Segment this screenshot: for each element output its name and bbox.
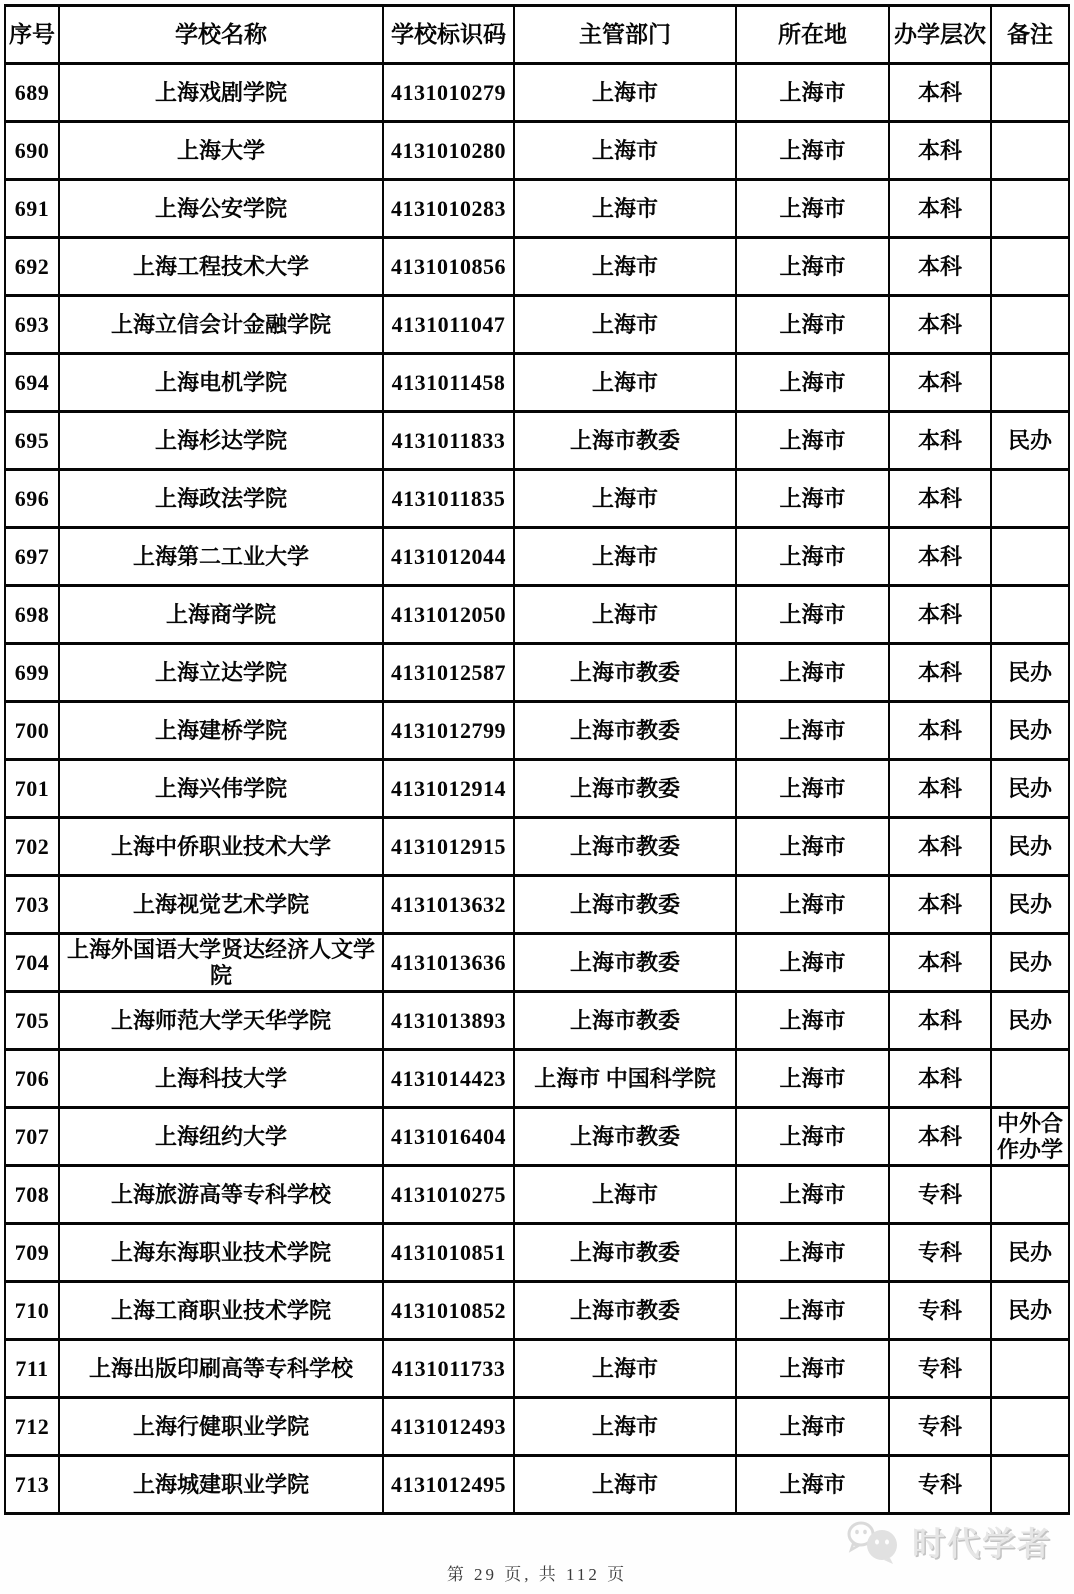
cell-school-name: 上海电机学院 <box>59 354 383 412</box>
cell-index: 692 <box>5 238 59 296</box>
cell-remark <box>991 586 1069 644</box>
table-row <box>5 1398 1069 1456</box>
cell-location: 上海市 <box>736 1050 889 1108</box>
cell-location: 上海市 <box>736 528 889 586</box>
cell-remark <box>991 64 1069 122</box>
cell-remark <box>991 1166 1069 1224</box>
cell-school-name: 上海工程技术大学 <box>59 238 383 296</box>
cell-school-name: 上海外国语大学贤达经济人文学院 <box>59 934 383 992</box>
cell-school-name: 上海兴伟学院 <box>59 760 383 818</box>
cell-department: 上海市教委 <box>514 876 736 934</box>
cell-department: 上海市 <box>514 470 736 528</box>
cell-location: 上海市 <box>736 354 889 412</box>
cell-remark: 民办 <box>991 760 1069 818</box>
cell-location: 上海市 <box>736 586 889 644</box>
cell-location: 上海市 <box>736 1398 889 1456</box>
cell-level: 本科 <box>889 760 991 818</box>
cell-remark: 民办 <box>991 644 1069 702</box>
table-row <box>5 528 1069 586</box>
cell-index: 710 <box>5 1282 59 1340</box>
cell-department: 上海市 <box>514 354 736 412</box>
cell-department: 上海市 <box>514 180 736 238</box>
table-row <box>5 1166 1069 1224</box>
cell-location: 上海市 <box>736 1166 889 1224</box>
cell-school-code: 4131012915 <box>383 818 514 876</box>
table-row <box>5 760 1069 818</box>
cell-location: 上海市 <box>736 296 889 354</box>
cell-level: 本科 <box>889 180 991 238</box>
cell-school-code: 4131012493 <box>383 1398 514 1456</box>
cell-remark <box>991 1050 1069 1108</box>
cell-department: 上海市教委 <box>514 934 736 992</box>
cell-level: 本科 <box>889 528 991 586</box>
cell-school-name: 上海商学院 <box>59 586 383 644</box>
cell-school-code: 4131012799 <box>383 702 514 760</box>
cell-school-code: 4131010279 <box>383 64 514 122</box>
cell-remark <box>991 354 1069 412</box>
cell-level: 本科 <box>889 876 991 934</box>
page-indicator: 第 29 页, 共 112 页 <box>446 1565 628 1584</box>
cell-department: 上海市教委 <box>514 1282 736 1340</box>
cell-school-code: 4131012044 <box>383 528 514 586</box>
table-row <box>5 702 1069 760</box>
cell-department: 上海市 <box>514 1456 736 1514</box>
cell-index: 695 <box>5 412 59 470</box>
table-row <box>5 876 1069 934</box>
column-header-index: 序号 <box>5 6 59 64</box>
cell-index: 704 <box>5 934 59 992</box>
cell-level: 专科 <box>889 1398 991 1456</box>
cell-level: 专科 <box>889 1456 991 1514</box>
cell-level: 本科 <box>889 1108 991 1166</box>
cell-level: 本科 <box>889 64 991 122</box>
cell-index: 713 <box>5 1456 59 1514</box>
table-row <box>5 238 1069 296</box>
cell-school-name: 上海行健职业学院 <box>59 1398 383 1456</box>
cell-remark <box>991 1456 1069 1514</box>
cell-location: 上海市 <box>736 238 889 296</box>
cell-remark: 民办 <box>991 412 1069 470</box>
cell-remark: 民办 <box>991 992 1069 1050</box>
cell-school-name: 上海中侨职业技术大学 <box>59 818 383 876</box>
cell-remark <box>991 296 1069 354</box>
cell-remark <box>991 1340 1069 1398</box>
cell-school-name: 上海公安学院 <box>59 180 383 238</box>
cell-level: 本科 <box>889 934 991 992</box>
cell-location: 上海市 <box>736 1340 889 1398</box>
cell-school-name: 上海师范大学天华学院 <box>59 992 383 1050</box>
cell-school-name: 上海建桥学院 <box>59 702 383 760</box>
cell-school-code: 4131013893 <box>383 992 514 1050</box>
cell-department: 上海市教委 <box>514 992 736 1050</box>
cell-location: 上海市 <box>736 992 889 1050</box>
cell-school-code: 4131012914 <box>383 760 514 818</box>
table-row <box>5 1050 1069 1108</box>
table-row <box>5 818 1069 876</box>
cell-school-name: 上海大学 <box>59 122 383 180</box>
cell-school-code: 4131012587 <box>383 644 514 702</box>
cell-department: 上海市教委 <box>514 1108 736 1166</box>
cell-level: 专科 <box>889 1224 991 1282</box>
cell-school-code: 4131010856 <box>383 238 514 296</box>
cell-location: 上海市 <box>736 412 889 470</box>
cell-remark <box>991 180 1069 238</box>
cell-remark <box>991 238 1069 296</box>
cell-level: 本科 <box>889 354 991 412</box>
cell-department: 上海市教委 <box>514 818 736 876</box>
cell-department: 上海市教委 <box>514 412 736 470</box>
school-list-table <box>4 4 1070 1515</box>
cell-level: 本科 <box>889 702 991 760</box>
cell-location: 上海市 <box>736 644 889 702</box>
table-row <box>5 1224 1069 1282</box>
cell-department: 上海市 <box>514 528 736 586</box>
column-header-department: 主管部门 <box>514 6 736 64</box>
cell-location: 上海市 <box>736 180 889 238</box>
table-row <box>5 1282 1069 1340</box>
cell-location: 上海市 <box>736 934 889 992</box>
cell-department: 上海市 <box>514 296 736 354</box>
cell-school-name: 上海工商职业技术学院 <box>59 1282 383 1340</box>
cell-school-code: 4131011835 <box>383 470 514 528</box>
cell-department: 上海市 <box>514 238 736 296</box>
cell-level: 专科 <box>889 1282 991 1340</box>
cell-index: 696 <box>5 470 59 528</box>
cell-index: 705 <box>5 992 59 1050</box>
table-body <box>5 64 1069 1514</box>
cell-department: 上海市 <box>514 64 736 122</box>
cell-location: 上海市 <box>736 702 889 760</box>
cell-school-name: 上海立信会计金融学院 <box>59 296 383 354</box>
cell-school-name: 上海第二工业大学 <box>59 528 383 586</box>
watermark <box>846 1518 1052 1565</box>
cell-school-code: 4131010275 <box>383 1166 514 1224</box>
table-row <box>5 470 1069 528</box>
cell-school-name: 上海政法学院 <box>59 470 383 528</box>
cell-location: 上海市 <box>736 64 889 122</box>
cell-school-name: 上海纽约大学 <box>59 1108 383 1166</box>
cell-department: 上海市 <box>514 1166 736 1224</box>
cell-school-code: 4131013636 <box>383 934 514 992</box>
cell-department: 上海市 <box>514 122 736 180</box>
cell-index: 694 <box>5 354 59 412</box>
cell-remark: 民办 <box>991 934 1069 992</box>
cell-level: 本科 <box>889 412 991 470</box>
cell-remark: 民办 <box>991 876 1069 934</box>
cell-location: 上海市 <box>736 1282 889 1340</box>
cell-department: 上海市 <box>514 586 736 644</box>
cell-index: 707 <box>5 1108 59 1166</box>
cell-school-code: 4131012495 <box>383 1456 514 1514</box>
cell-index: 701 <box>5 760 59 818</box>
cell-remark <box>991 122 1069 180</box>
cell-department: 上海市 中国科学院 <box>514 1050 736 1108</box>
cell-school-code: 4131011733 <box>383 1340 514 1398</box>
cell-location: 上海市 <box>736 470 889 528</box>
cell-school-code: 4131010851 <box>383 1224 514 1282</box>
cell-level: 本科 <box>889 818 991 876</box>
cell-index: 689 <box>5 64 59 122</box>
cell-location: 上海市 <box>736 1456 889 1514</box>
table-row <box>5 992 1069 1050</box>
cell-level: 本科 <box>889 470 991 528</box>
table-row <box>5 644 1069 702</box>
column-header-remark: 备注 <box>991 6 1069 64</box>
cell-level: 本科 <box>889 296 991 354</box>
cell-school-name: 上海杉达学院 <box>59 412 383 470</box>
cell-school-code: 4131016404 <box>383 1108 514 1166</box>
cell-index: 700 <box>5 702 59 760</box>
cell-level: 本科 <box>889 586 991 644</box>
cell-school-name: 上海科技大学 <box>59 1050 383 1108</box>
cell-index: 711 <box>5 1340 59 1398</box>
cell-level: 本科 <box>889 1050 991 1108</box>
cell-school-name: 上海旅游高等专科学校 <box>59 1166 383 1224</box>
cell-index: 712 <box>5 1398 59 1456</box>
cell-remark <box>991 1398 1069 1456</box>
cell-school-name: 上海立达学院 <box>59 644 383 702</box>
cell-level: 专科 <box>889 1166 991 1224</box>
cell-location: 上海市 <box>736 1224 889 1282</box>
cell-level: 本科 <box>889 992 991 1050</box>
table-row <box>5 64 1069 122</box>
cell-school-code: 4131013632 <box>383 876 514 934</box>
table-header-row <box>5 6 1069 64</box>
cell-location: 上海市 <box>736 1108 889 1166</box>
cell-department: 上海市教委 <box>514 760 736 818</box>
cell-department: 上海市教委 <box>514 702 736 760</box>
table-row <box>5 180 1069 238</box>
column-header-school-name: 学校名称 <box>59 6 383 64</box>
table-row <box>5 296 1069 354</box>
cell-school-code: 4131012050 <box>383 586 514 644</box>
wechat-chat-bubbles-icon <box>846 1519 904 1565</box>
cell-school-name: 上海戏剧学院 <box>59 64 383 122</box>
table-row <box>5 1456 1069 1514</box>
cell-school-name: 上海东海职业技术学院 <box>59 1224 383 1282</box>
table-row <box>5 122 1069 180</box>
table-row <box>5 1340 1069 1398</box>
cell-index: 690 <box>5 122 59 180</box>
cell-index: 708 <box>5 1166 59 1224</box>
cell-department: 上海市 <box>514 1340 736 1398</box>
cell-remark: 中外合作办学 <box>991 1108 1069 1166</box>
cell-location: 上海市 <box>736 122 889 180</box>
cell-school-code: 4131011047 <box>383 296 514 354</box>
cell-index: 691 <box>5 180 59 238</box>
cell-school-code: 4131010283 <box>383 180 514 238</box>
cell-school-code: 4131011833 <box>383 412 514 470</box>
table-row <box>5 354 1069 412</box>
cell-department: 上海市教委 <box>514 1224 736 1282</box>
cell-level: 本科 <box>889 238 991 296</box>
cell-remark <box>991 528 1069 586</box>
cell-school-name: 上海城建职业学院 <box>59 1456 383 1514</box>
table-row <box>5 412 1069 470</box>
cell-location: 上海市 <box>736 818 889 876</box>
cell-index: 693 <box>5 296 59 354</box>
watermark-label: 时代学者 <box>912 1527 1052 1563</box>
table-row <box>5 586 1069 644</box>
cell-index: 706 <box>5 1050 59 1108</box>
cell-department: 上海市 <box>514 1398 736 1456</box>
table-row <box>5 1108 1069 1166</box>
cell-remark: 民办 <box>991 818 1069 876</box>
cell-location: 上海市 <box>736 760 889 818</box>
table-row <box>5 934 1069 992</box>
cell-remark: 民办 <box>991 702 1069 760</box>
cell-index: 702 <box>5 818 59 876</box>
column-header-location: 所在地 <box>736 6 889 64</box>
cell-index: 699 <box>5 644 59 702</box>
cell-school-code: 4131010852 <box>383 1282 514 1340</box>
cell-index: 697 <box>5 528 59 586</box>
cell-index: 709 <box>5 1224 59 1282</box>
cell-level: 专科 <box>889 1340 991 1398</box>
cell-school-code: 4131010280 <box>383 122 514 180</box>
cell-remark: 民办 <box>991 1224 1069 1282</box>
cell-school-name: 上海出版印刷高等专科学校 <box>59 1340 383 1398</box>
cell-location: 上海市 <box>736 876 889 934</box>
cell-department: 上海市教委 <box>514 644 736 702</box>
cell-remark <box>991 470 1069 528</box>
cell-level: 本科 <box>889 644 991 702</box>
cell-school-name: 上海视觉艺术学院 <box>59 876 383 934</box>
cell-index: 698 <box>5 586 59 644</box>
cell-school-code: 4131011458 <box>383 354 514 412</box>
column-header-level: 办学层次 <box>889 6 991 64</box>
cell-remark: 民办 <box>991 1282 1069 1340</box>
column-header-school-code: 学校标识码 <box>383 6 514 64</box>
cell-index: 703 <box>5 876 59 934</box>
cell-level: 本科 <box>889 122 991 180</box>
cell-school-code: 4131014423 <box>383 1050 514 1108</box>
